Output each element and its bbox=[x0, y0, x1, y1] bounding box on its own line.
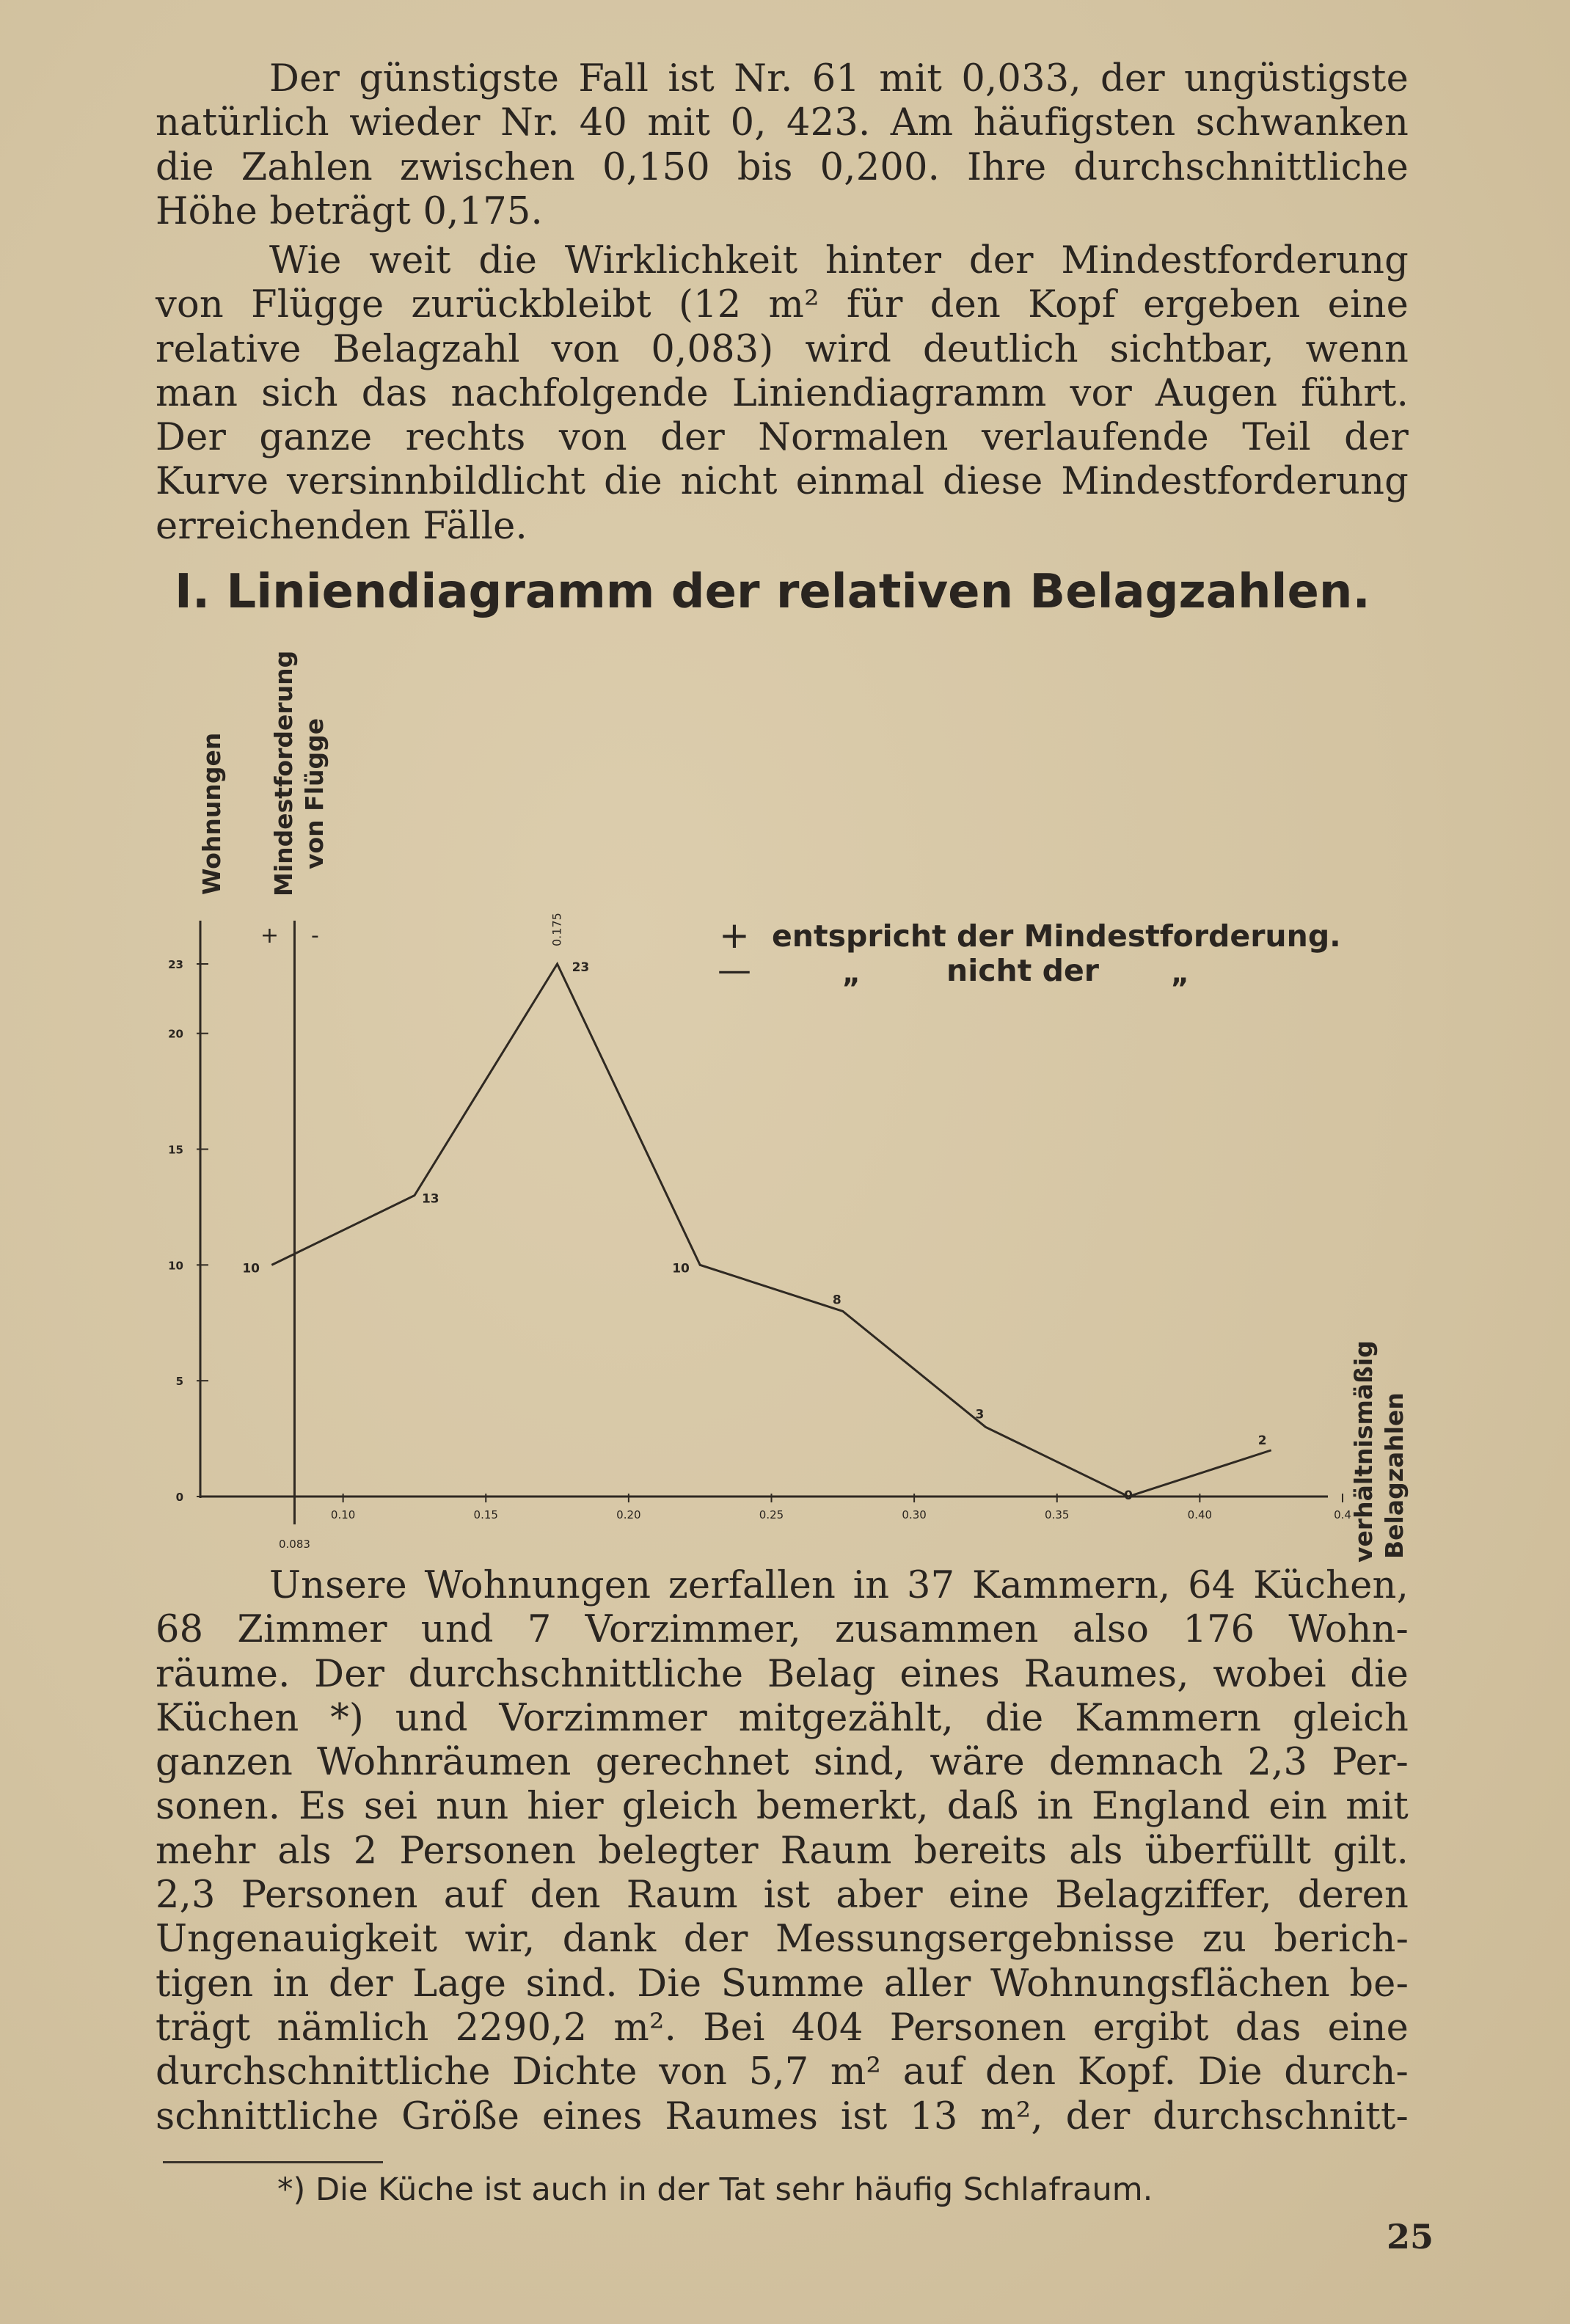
text-line: trägt nämlich 2290,2 m². Bei 404 Personen ergibt das eine bbox=[156, 2006, 1409, 2050]
plus-side-label: + bbox=[260, 923, 280, 949]
x-tick-label: 0.25 bbox=[759, 1508, 784, 1521]
x-axis-title: Belagzahlen bbox=[1380, 1392, 1409, 1559]
text-line: schnittliche Größe eines Raumes ist 13 m², der durchschnitt- bbox=[156, 2094, 1409, 2138]
x-tick-label: 0.35 bbox=[1045, 1508, 1070, 1521]
y-tick-label: 0 bbox=[175, 1491, 183, 1504]
x-tick-label: 0.40 bbox=[1187, 1508, 1213, 1521]
y-tick-label: 20 bbox=[168, 1027, 183, 1041]
reference-title: Mindestforderung bbox=[269, 650, 298, 896]
legend-plus-symbol: + bbox=[719, 914, 750, 957]
data-point-label: 0 bbox=[1124, 1488, 1133, 1503]
legend-ditto: „ bbox=[1171, 957, 1189, 990]
data-point-label: 10 bbox=[242, 1261, 260, 1276]
text-line: 2,3 Personen auf den Raum ist aber eine Belagziffer, deren bbox=[156, 1874, 1409, 1918]
y-axis-title: Wohnungen bbox=[197, 732, 226, 895]
text-line: Kurve versinnbildlicht die nicht einmal diese Mindestforderung bbox=[156, 460, 1409, 504]
reference-title: von Flügge bbox=[300, 717, 329, 869]
text-line: Unsere Wohnungen zerfallen in 37 Kammern, 64 Küchen, bbox=[269, 1564, 1409, 1607]
text-line: erreichenden Fälle. bbox=[156, 504, 527, 548]
footnote-rule bbox=[163, 2161, 383, 2163]
reference-line-label: 0.083 bbox=[278, 1538, 310, 1551]
text-line: 68 Zimmer und 7 Vorzimmer, zusammen also 176 Wohn- bbox=[156, 1608, 1409, 1652]
legend-minus-symbol: — bbox=[718, 950, 751, 990]
data-point-label: 2 bbox=[1257, 1433, 1267, 1448]
text-line: Der günstigste Fall ist Nr. 61 mit 0,033, der ungüstigste bbox=[269, 57, 1409, 101]
text-line: mehr als 2 Personen belegter Raum bereits als überfüllt gilt. bbox=[156, 1829, 1409, 1873]
y-tick-label: 10 bbox=[168, 1259, 183, 1273]
page-number: 25 bbox=[1387, 2217, 1434, 2257]
data-point-label: 10 bbox=[672, 1261, 690, 1276]
text-line: räume. Der durchschnittliche Belag eines Raumes, wobei die bbox=[156, 1652, 1409, 1696]
paragraph-3 bbox=[156, 1564, 1409, 2139]
text-line: Wie weit die Wirklichkeit hinter der Mindestforderung bbox=[269, 239, 1409, 282]
y-tick-label: 5 bbox=[175, 1375, 183, 1389]
text-line: ganzen Wohnräumen gerechnet sind, wäre demnach 2,3 Per- bbox=[156, 1741, 1409, 1785]
data-point-label: 23 bbox=[572, 960, 590, 975]
x-tick-label: 0.10 bbox=[330, 1508, 356, 1521]
x-tick-label: 0.30 bbox=[902, 1508, 927, 1521]
text-line: die Zahlen zwischen 0,150 bis 0,200. Ihre durchschnittliche bbox=[156, 145, 1409, 189]
legend-ditto: „ bbox=[842, 957, 861, 990]
data-point-label: 8 bbox=[832, 1293, 841, 1308]
data-point-label: 13 bbox=[421, 1191, 439, 1207]
footnote: *) Die Küche ist auch in der Tat sehr häufig Schlafraum. bbox=[277, 2171, 1153, 2208]
text-line: Küchen *) und Vorzimmer mitgezählt, die Kammern gleich bbox=[156, 1696, 1409, 1740]
y-tick-label: 15 bbox=[168, 1143, 183, 1157]
x-tick-label: 0.20 bbox=[616, 1508, 641, 1521]
x-tick-label: 0.15 bbox=[473, 1508, 498, 1521]
legend-plus-text: entspricht der Mindestforderung. bbox=[772, 918, 1341, 954]
text-line: Höhe beträgt 0,175. bbox=[156, 189, 543, 233]
text-line: sonen. Es sei nun hier gleich bemerkt, daß in England ein mit bbox=[156, 1785, 1409, 1829]
legend-minus-text: nicht der bbox=[946, 953, 1099, 988]
text-line: Ungenauigkeit wir, dank der Messungsergebnisse zu berich- bbox=[156, 1918, 1409, 1962]
y-tick-label: 23 bbox=[168, 958, 183, 971]
text-line: natürlich wieder Nr. 40 mit 0, 423. Am häufigsten schwanken bbox=[156, 101, 1409, 145]
text-line: von Flügge zurückbleibt (12 m² für den Kopf ergeben eine bbox=[156, 283, 1409, 327]
x-tick-label: 0.4 bbox=[1334, 1508, 1351, 1521]
data-point-label: 3 bbox=[975, 1407, 985, 1422]
series-line bbox=[271, 964, 1271, 1497]
figure-heading: I. Liniendiagramm der relativen Belagzahlen. bbox=[175, 565, 1370, 619]
text-line: man sich das nachfolgende Liniendiagramm vor Augen führt. bbox=[156, 371, 1409, 415]
text-line: Der ganze rechts von der Normalen verlaufende Teil der bbox=[156, 416, 1409, 460]
minus-side-label: - bbox=[311, 923, 319, 949]
average-marker-label: 0.175 bbox=[550, 913, 564, 946]
text-line: durchschnittliche Dichte von 5,7 m² auf den Kopf. Die durch- bbox=[156, 2050, 1409, 2094]
x-axis-title: verhältnismäßig bbox=[1349, 1340, 1378, 1563]
text-line: relative Belagzahl von 0,083) wird deutlich sichtbar, wenn bbox=[156, 327, 1409, 371]
text-line: tigen in der Lage sind. Die Summe aller Wohnungsflächen be- bbox=[156, 1962, 1409, 2006]
